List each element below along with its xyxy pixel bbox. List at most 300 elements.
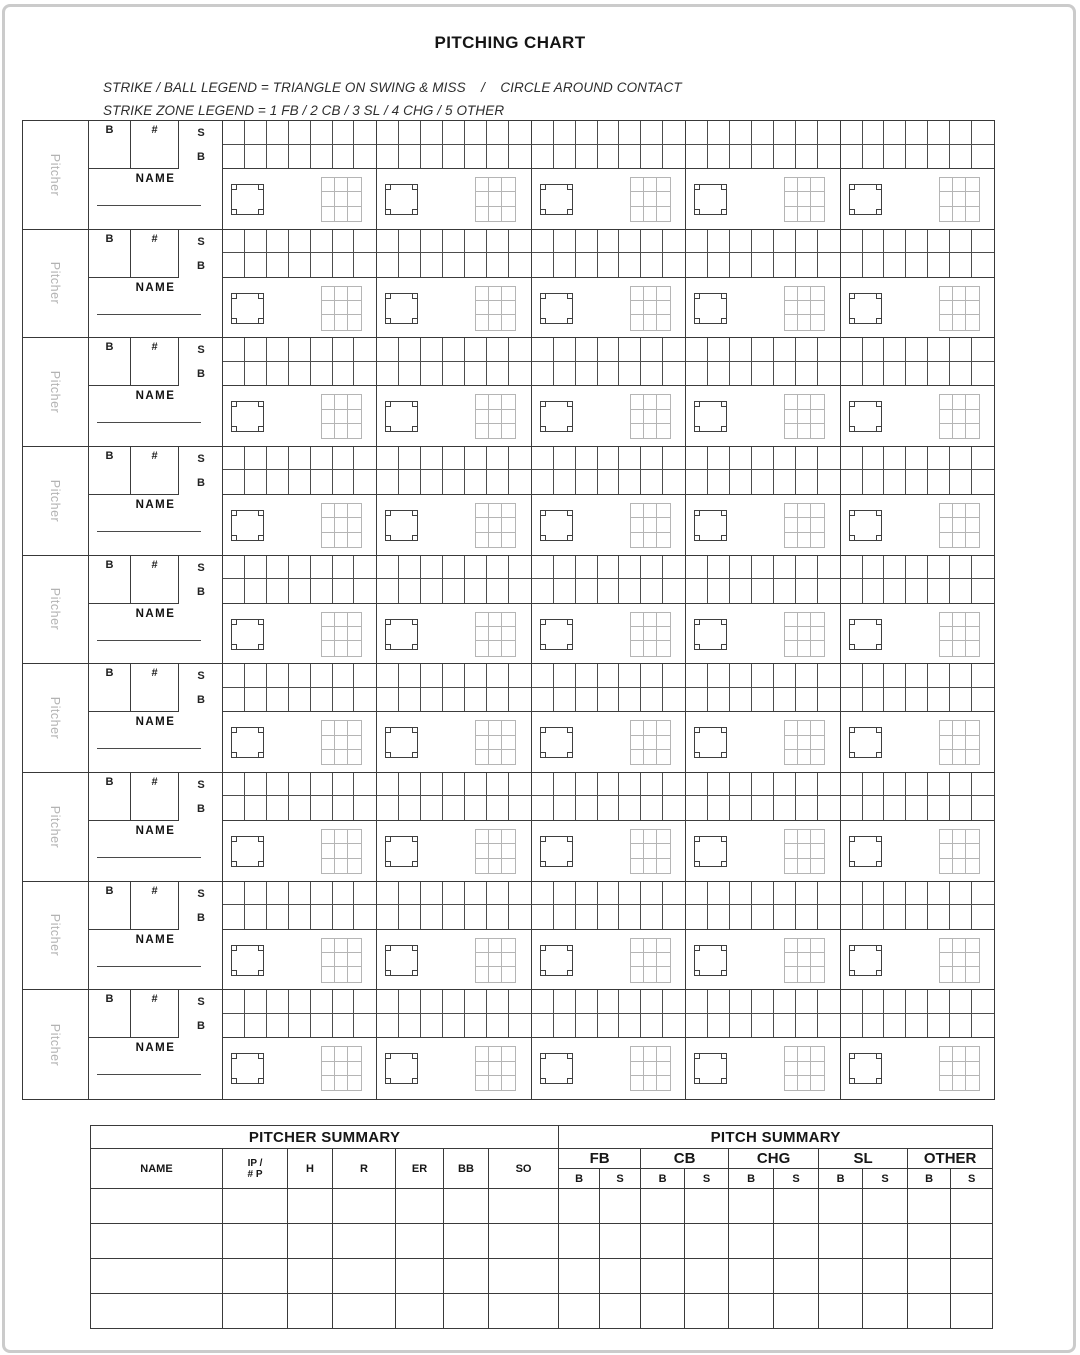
summary-data-cell: [559, 1224, 600, 1259]
strike-zone-cell: [348, 627, 361, 641]
strike-zone-cell: [940, 939, 953, 953]
batter-result-area: [532, 604, 685, 664]
pitch-cell: [841, 905, 863, 929]
strike-zone-cell: [348, 859, 361, 873]
pitch-cell: [333, 579, 355, 603]
pitch-cell: [554, 121, 576, 145]
pitch-cell: [752, 905, 774, 929]
pitcher-row: [23, 447, 994, 556]
strike-zone-cell: [953, 518, 966, 532]
summary-data-cell: [288, 1294, 333, 1329]
summary-data-cell: [729, 1259, 774, 1294]
base-diamond-icon: [385, 836, 418, 867]
pitch-cell: [641, 121, 663, 145]
pitch-track: [223, 882, 994, 990]
strike-zone-grid-icon: [939, 720, 980, 765]
pitch-cell: [884, 447, 906, 471]
base-corner-icon: [231, 401, 237, 407]
base-corner-icon: [540, 727, 546, 733]
strike-zone-cell: [335, 844, 348, 858]
pitch-cell: [399, 447, 421, 471]
pitch-cell-grid: [532, 121, 685, 169]
base-diamond-icon: [231, 510, 264, 541]
strike-zone-cell: [798, 750, 811, 764]
pitcher-header-block: [89, 230, 223, 338]
strike-zone-grid-icon: [630, 938, 671, 983]
pitch-cell: [972, 1014, 994, 1038]
batter-result-area: [686, 495, 839, 555]
pitch-cell: [443, 905, 465, 929]
base-corner-icon: [385, 184, 391, 190]
pitch-cell: [928, 773, 950, 797]
pitch-cell: [354, 664, 376, 688]
base-corner-icon: [849, 970, 855, 976]
strike-zone-cell: [644, 967, 657, 981]
pitch-cell: [223, 773, 245, 797]
strike-zone-cell: [489, 192, 502, 206]
pitch-cell: [863, 688, 885, 712]
strike-zone-cell: [489, 627, 502, 641]
pitch-cell: [818, 773, 840, 797]
summary-data-cell: [91, 1294, 223, 1329]
pitch-cell: [796, 579, 818, 603]
pitch-cell: [223, 579, 245, 603]
pitch-cell: [730, 796, 752, 820]
pitch-cell: [354, 905, 376, 929]
strike-zone-grid-icon: [630, 612, 671, 657]
strike-zone-cell: [502, 287, 515, 301]
pitch-cell: [421, 773, 443, 797]
base-diamond-icon: [540, 836, 573, 867]
pitch-cell-grid: [223, 990, 376, 1038]
strike-zone-cell: [953, 504, 966, 518]
strike-zone-grid-icon: [784, 612, 825, 657]
pitch-cell: [686, 1014, 708, 1038]
pitch-cell: [399, 905, 421, 929]
pitch-cell: [377, 664, 399, 688]
base-corner-icon: [412, 836, 418, 842]
pitch-cell: [554, 145, 576, 169]
base-corner-icon: [231, 619, 237, 625]
summary-data-cell: [685, 1189, 729, 1224]
pitch-cell: [532, 145, 554, 169]
pitch-cell: [752, 773, 774, 797]
pitch-cell: [884, 253, 906, 277]
strike-zone-cell: [322, 287, 335, 301]
batter-result-area: [377, 278, 530, 338]
pitch-number-box: #: [131, 230, 179, 278]
pitch-cell: [619, 796, 641, 820]
strike-zone-cell: [322, 830, 335, 844]
strike-zone-cell: [953, 395, 966, 409]
pitch-cell: [245, 773, 267, 797]
pitch-cell: [774, 338, 796, 362]
pitch-cell: [421, 230, 443, 254]
pitch-cell: [686, 990, 708, 1014]
strike-zone-cell: [940, 424, 953, 438]
strike-zone-grid-icon: [784, 829, 825, 874]
summary-data-cell: [819, 1259, 863, 1294]
pitch-cell: [708, 796, 730, 820]
pitch-cell: [796, 882, 818, 906]
strike-zone-cell: [811, 736, 824, 750]
stat-column-header: H: [288, 1149, 333, 1189]
batter-group: [841, 230, 994, 338]
summary-data-cell: [729, 1294, 774, 1329]
pitch-cell: [377, 688, 399, 712]
pitch-cell: [972, 796, 994, 820]
pitch-cell: [289, 338, 311, 362]
summary-data-cell: [489, 1189, 559, 1224]
strike-zone-cell: [940, 301, 953, 315]
pitch-cell: [752, 470, 774, 494]
strike-zone-cell: [940, 953, 953, 967]
pitch-cell: [708, 556, 730, 580]
strike-zone-cell: [811, 1076, 824, 1090]
strike-zone-cell: [657, 967, 670, 981]
base-corner-icon: [849, 426, 855, 432]
pitch-cell: [796, 447, 818, 471]
base-corner-icon: [876, 619, 882, 625]
pitch-cell: [950, 990, 972, 1014]
pitch-cell: [972, 882, 994, 906]
base-diamond-icon: [385, 945, 418, 976]
pitch-cell: [928, 579, 950, 603]
pitch-cell: [576, 447, 598, 471]
pitch-cell: [554, 447, 576, 471]
base-corner-icon: [258, 1078, 264, 1084]
batter-group: [377, 121, 531, 229]
pitch-cell: [289, 362, 311, 386]
pitch-cell: [399, 253, 421, 277]
base-diamond-icon: [694, 184, 727, 215]
pitcher-row: [23, 664, 994, 773]
base-corner-icon: [412, 293, 418, 299]
pitch-cell: [796, 470, 818, 494]
pitch-cell: [487, 253, 509, 277]
base-corner-icon: [258, 184, 264, 190]
strike-zone-cell: [798, 859, 811, 873]
pitch-cell: [399, 145, 421, 169]
summary-data-cell: [908, 1189, 951, 1224]
batter-group: [532, 230, 686, 338]
strike-zone-cell: [811, 301, 824, 315]
pitch-cell: [311, 1014, 333, 1038]
base-corner-icon: [721, 752, 727, 758]
pitch-cell-grid: [532, 773, 685, 821]
summary-data-cell: [951, 1294, 993, 1329]
ball-count-box: B: [89, 338, 131, 386]
batter-group: [532, 556, 686, 664]
pitch-cell: [487, 362, 509, 386]
pitch-cell: [421, 470, 443, 494]
pitch-cell: [377, 796, 399, 820]
pitch-cell: [686, 773, 708, 797]
pitch-cell: [223, 362, 245, 386]
strike-zone-grid-icon: [630, 394, 671, 439]
pitch-cell: [686, 470, 708, 494]
batter-group: [223, 773, 377, 881]
pitch-cell: [598, 664, 620, 688]
pitch-cell: [465, 253, 487, 277]
batter-group: [532, 990, 686, 1099]
base-corner-icon: [258, 209, 264, 215]
pitch-cell: [267, 230, 289, 254]
base-diamond-icon: [385, 727, 418, 758]
batter-result-area: [532, 821, 685, 881]
pitch-cell: [443, 145, 465, 169]
base-corner-icon: [876, 861, 882, 867]
pitcher-header-block: [89, 773, 223, 881]
pitch-cell: [399, 773, 421, 797]
strike-zone-grid-icon: [784, 1046, 825, 1091]
base-corner-icon: [876, 945, 882, 951]
pitch-cell: [774, 990, 796, 1014]
pitch-cell-grid: [223, 664, 376, 712]
pitch-cell-grid: [841, 882, 994, 930]
summary-data-cell: [444, 1224, 489, 1259]
pitch-cell: [532, 688, 554, 712]
strike-zone-cell: [811, 721, 824, 735]
strike-zone-grid-icon: [321, 720, 362, 765]
pitch-cell: [708, 990, 730, 1014]
strike-zone-cell: [489, 613, 502, 627]
strike-zone-cell: [966, 504, 979, 518]
strike-zone-cell: [322, 859, 335, 873]
pitch-cell: [928, 230, 950, 254]
pitcher-row: [23, 773, 994, 882]
pitch-cell: [598, 362, 620, 386]
summary-data-cell: [774, 1189, 819, 1224]
strike-zone-cell: [940, 1062, 953, 1076]
pitch-cell: [598, 1014, 620, 1038]
batter-result-area: [223, 604, 376, 664]
strike-zone-cell: [476, 641, 489, 655]
strike-zone-cell: [966, 518, 979, 532]
pitch-track: [223, 664, 994, 772]
base-diamond-icon: [849, 401, 882, 432]
batter-result-area: [377, 712, 530, 772]
pitch-cell: [399, 664, 421, 688]
pitch-cell: [576, 990, 598, 1014]
strike-row-label: S: [197, 344, 205, 357]
pitch-cell: [311, 145, 333, 169]
pitch-cell: [487, 338, 509, 362]
pitch-cell: [730, 664, 752, 688]
strike-zone-cell: [657, 395, 670, 409]
strike-zone-cell: [811, 178, 824, 192]
pitch-cell: [841, 773, 863, 797]
strike-zone-cell: [798, 410, 811, 424]
strike-zone-cell: [502, 953, 515, 967]
ball-strike-subheader: B: [559, 1169, 600, 1189]
pitch-cell: [377, 121, 399, 145]
base-diamond-icon: [694, 836, 727, 867]
pitch-cell: [399, 338, 421, 362]
base-corner-icon: [385, 535, 391, 541]
pitch-cell: [686, 688, 708, 712]
pitch-cell: [863, 664, 885, 688]
pitch-cell: [267, 145, 289, 169]
strike-zone-cell: [940, 192, 953, 206]
strike-zone-cell: [644, 1047, 657, 1061]
strike-zone-cell: [785, 207, 798, 221]
pitch-cell: [245, 338, 267, 362]
summary-data-cell: [863, 1294, 908, 1329]
pitch-cell: [796, 664, 818, 688]
pitch-cell: [245, 579, 267, 603]
pitch-cell: [708, 905, 730, 929]
batter-group: [377, 230, 531, 338]
batter-result-area: [223, 386, 376, 446]
strike-zone-cell: [811, 1047, 824, 1061]
base-corner-icon: [540, 836, 546, 842]
summary-data-cell: [641, 1294, 685, 1329]
strike-zone-cell: [657, 830, 670, 844]
pitcher-side-column: [23, 556, 89, 664]
pitch-cell: [619, 1014, 641, 1038]
strike-zone-cell: [657, 859, 670, 873]
pitcher-side-column: [23, 230, 89, 338]
base-corner-icon: [876, 970, 882, 976]
pitch-cell: [863, 556, 885, 580]
strike-zone-cell: [657, 1062, 670, 1076]
strike-zone-cell: [785, 613, 798, 627]
strike-zone-cell: [785, 750, 798, 764]
strike-zone-grid-icon: [475, 938, 516, 983]
pitcher-side-column: [23, 121, 89, 229]
strike-zone-cell: [335, 939, 348, 953]
pitch-cell: [884, 1014, 906, 1038]
base-corner-icon: [694, 535, 700, 541]
pitch-cell: [774, 121, 796, 145]
batter-result-area: [377, 169, 530, 229]
pitch-cell: [708, 230, 730, 254]
batter-group: [223, 990, 377, 1099]
strike-zone-cell: [798, 207, 811, 221]
pitch-cell: [465, 579, 487, 603]
summary-data-cell: [774, 1259, 819, 1294]
pitch-cell: [487, 121, 509, 145]
strike-zone-grid-icon: [475, 829, 516, 874]
base-corner-icon: [231, 945, 237, 951]
pitch-cell: [377, 470, 399, 494]
pitch-cell-grid: [532, 664, 685, 712]
strike-zone-cell: [811, 395, 824, 409]
base-corner-icon: [849, 1078, 855, 1084]
batter-result-area: [377, 386, 530, 446]
pitch-cell: [950, 145, 972, 169]
pitch-cell: [686, 253, 708, 277]
base-corner-icon: [721, 970, 727, 976]
strike-zone-cell: [644, 627, 657, 641]
strike-zone-cell: [940, 518, 953, 532]
pitch-cell: [532, 253, 554, 277]
pitch-cell: [972, 688, 994, 712]
pitch-cell-grid: [841, 556, 994, 604]
base-corner-icon: [231, 644, 237, 650]
pitch-cell: [663, 556, 685, 580]
pitch-cell: [377, 990, 399, 1014]
strike-zone-cell: [631, 1076, 644, 1090]
pitch-cell: [950, 579, 972, 603]
pitch-cell: [289, 773, 311, 797]
base-corner-icon: [694, 1053, 700, 1059]
ball-count-box: B: [89, 556, 131, 604]
strike-zone-cell: [940, 395, 953, 409]
pitch-cell: [686, 882, 708, 906]
strike-zone-cell: [631, 315, 644, 329]
base-corner-icon: [231, 836, 237, 842]
pitch-cell: [311, 338, 333, 362]
strike-zone-cell: [476, 533, 489, 547]
strike-zone-cell: [644, 641, 657, 655]
strike-zone-cell: [489, 410, 502, 424]
base-corner-icon: [694, 752, 700, 758]
base-corner-icon: [849, 619, 855, 625]
strike-zone-cell: [476, 301, 489, 315]
strike-zone-cell: [644, 939, 657, 953]
strike-zone-cell: [657, 1076, 670, 1090]
name-fill-line: [97, 531, 201, 532]
pitcher-header-block: [89, 556, 223, 664]
base-corner-icon: [385, 945, 391, 951]
pitch-cell: [884, 882, 906, 906]
strike-zone-cell: [644, 207, 657, 221]
pitch-cell: [311, 579, 333, 603]
strike-zone-grid-icon: [630, 1046, 671, 1091]
batter-group: [377, 882, 531, 990]
strike-zone-cell: [631, 844, 644, 858]
pitch-cell-grid: [223, 773, 376, 821]
ball-row-label: B: [197, 259, 205, 272]
strike-zone-cell: [322, 967, 335, 981]
pitch-cell-grid: [841, 338, 994, 386]
pitch-cell: [818, 990, 840, 1014]
pitch-cell-grid: [532, 990, 685, 1038]
base-corner-icon: [412, 1053, 418, 1059]
strike-zone-grid-icon: [630, 720, 671, 765]
strike-zone-grid-icon: [475, 286, 516, 331]
base-corner-icon: [876, 535, 882, 541]
base-diamond-icon: [231, 619, 264, 650]
pitch-cell: [598, 145, 620, 169]
summary-data-cell: [559, 1259, 600, 1294]
strike-zone-grid-icon: [939, 612, 980, 657]
pitch-cell: [333, 338, 355, 362]
pitch-cell: [950, 447, 972, 471]
pitch-cell: [554, 796, 576, 820]
pitch-cell: [598, 905, 620, 929]
summary-data-row: [91, 1224, 993, 1259]
strike-zone-cell: [657, 410, 670, 424]
strike-zone-grid-icon: [475, 1046, 516, 1091]
strike-zone-cell: [644, 424, 657, 438]
pitch-cell: [532, 905, 554, 929]
batter-group: [532, 773, 686, 881]
base-corner-icon: [876, 1078, 882, 1084]
pitch-cell: [421, 905, 443, 929]
pitch-cell: [399, 121, 421, 145]
strike-zone-cell: [335, 410, 348, 424]
base-corner-icon: [694, 184, 700, 190]
pitch-cell: [532, 362, 554, 386]
base-corner-icon: [567, 619, 573, 625]
pitch-cell: [663, 253, 685, 277]
strike-zone-cell: [966, 736, 979, 750]
pitch-cell: [576, 121, 598, 145]
pitch-cell: [289, 253, 311, 277]
